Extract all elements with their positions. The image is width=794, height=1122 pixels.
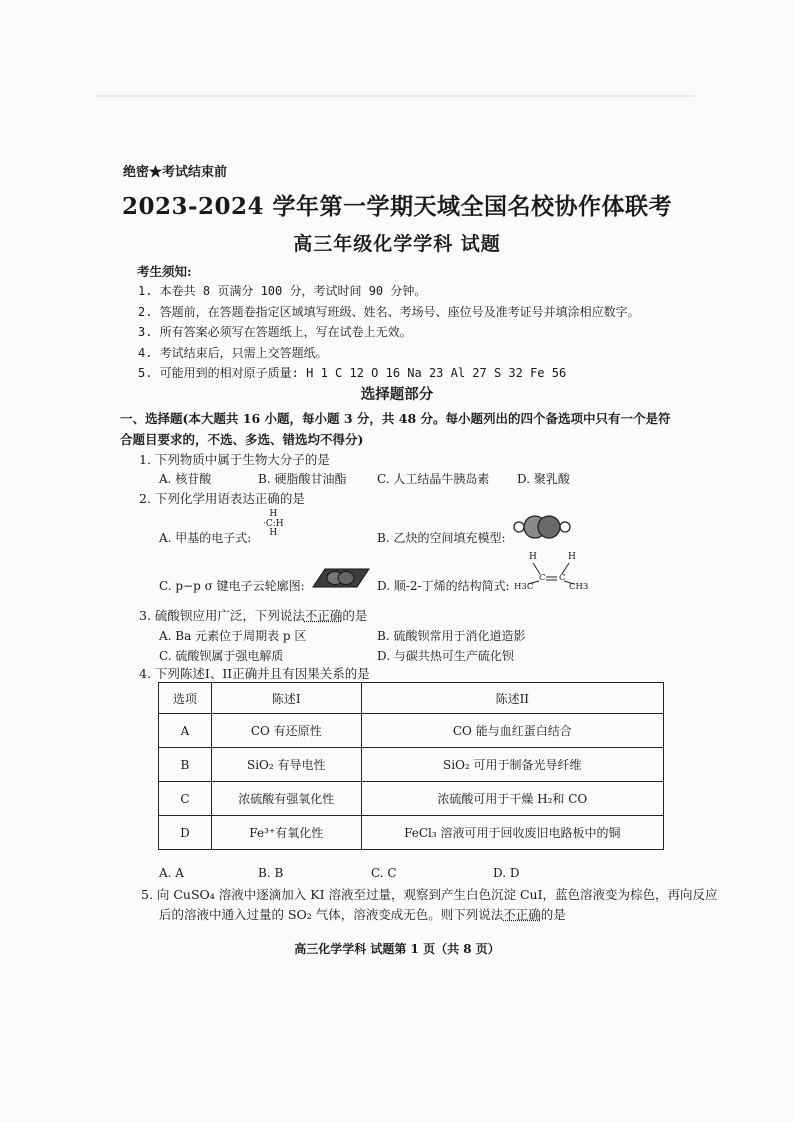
q1-stem: 1. 下列物质中属于生物大分子的是 bbox=[139, 452, 330, 467]
note-item: 3. 所有答案必须写在答题纸上，写在试卷上无效。 bbox=[138, 325, 412, 339]
q2-option-d: D. 顺-2-丁烯的结构简式: bbox=[377, 579, 510, 593]
table-cell: CO 能与血红蛋白结合 bbox=[361, 714, 663, 748]
emphasis-not-correct: 不正确 bbox=[503, 907, 541, 922]
q4-option-b: B. B bbox=[258, 866, 284, 880]
table-header-cell: 陈述II bbox=[361, 683, 663, 714]
q3-option-b: B. 硫酸钡常用于消化道造影 bbox=[377, 629, 526, 643]
note-item: 2. 答题前，在答题卷指定区域填写班级、姓名、考场号、座位号及准考证号并填涂相应数字。 bbox=[138, 304, 640, 319]
notes-list bbox=[138, 281, 640, 384]
page-footer: 高三化学学科 试题第 1 页（共 8 页） bbox=[294, 942, 500, 956]
butene-label-ch3: CH3 bbox=[569, 582, 589, 592]
table-header-row bbox=[159, 683, 664, 714]
table-cell: C bbox=[159, 782, 212, 816]
q4-option-c: C. C bbox=[371, 866, 397, 880]
butene-label-h: H bbox=[529, 552, 537, 562]
q2-option-a: A. 甲基的电子式: bbox=[159, 531, 252, 545]
methyl-electron-formula: H ·C:H H bbox=[263, 509, 284, 538]
table-cell: A bbox=[159, 714, 212, 748]
table-cell: B bbox=[159, 748, 212, 782]
q4-stem: 4. 下列陈述I、II正确并且有因果关系的是 bbox=[139, 666, 370, 681]
butene-label-c: C bbox=[559, 573, 566, 583]
q2-stem: 2. 下列化学用语表达正确的是 bbox=[139, 491, 305, 506]
butene-label-c: C bbox=[539, 573, 546, 583]
q3-option-a: A. Ba 元素位于周期表 p 区 bbox=[159, 629, 307, 643]
butene-label-ch3: H3C bbox=[514, 582, 534, 592]
butene-label-h: H bbox=[568, 552, 576, 562]
q5-stem-line2: 后的溶液中通入过量的 SO₂ 气体，溶液变成无色。则下列说法不正确的是 bbox=[159, 907, 566, 922]
note-item: 4. 考试结束后，只需上交答题纸。 bbox=[138, 345, 328, 360]
q1-option-d: D. 聚乳酸 bbox=[517, 472, 570, 486]
table-cell: 浓硫酸有强氧化性 bbox=[211, 782, 361, 816]
exam-title: 2023-2024 学年第一学期天域全国名校协作体联考 bbox=[121, 193, 673, 220]
emphasis-not-correct: 不正确 bbox=[304, 608, 343, 623]
table-row bbox=[159, 714, 664, 748]
acetylene-spacefill-model bbox=[510, 514, 574, 540]
table-cell: FeCl₃ 溶液可用于回收废旧电路板中的铜 bbox=[361, 816, 663, 850]
q4-option-a: A. A bbox=[159, 866, 184, 880]
p-p-sigma-bond-cloud bbox=[311, 563, 371, 593]
q4-option-d: D. D bbox=[493, 866, 520, 880]
q2-option-c: C. p−p σ 键电子云轮廓图: bbox=[159, 579, 305, 593]
table-cell: SiO₂ 可用于制备光导纤维 bbox=[361, 748, 663, 782]
table-cell: CO 有还原性 bbox=[211, 714, 361, 748]
table-cell: D bbox=[159, 816, 212, 850]
table-row bbox=[159, 816, 664, 850]
section-instruction: 一、选择题(本大题共 16 小题，每小题 3 分，共 48 分。每小题列出的四个备选项中只有一个是符合题目要求的，不选、多选、错选均不得分) bbox=[120, 411, 671, 447]
table-cell: 浓硫酸可用于干燥 H₂和 CO bbox=[361, 782, 663, 816]
notes-title: 考生须知: bbox=[137, 264, 192, 279]
table-cell: Fe³⁺有氧化性 bbox=[211, 816, 361, 850]
q1-option-b: B. 硬脂酸甘油酯 bbox=[258, 472, 347, 486]
table-cell: SiO₂ 有导电性 bbox=[211, 748, 361, 782]
q3-option-d: D. 与碳共热可生产硫化钡 bbox=[377, 649, 514, 663]
q4-statement-table bbox=[158, 682, 664, 850]
section-title: 选择题部分 bbox=[360, 386, 434, 403]
paper-title: 高三年级化学学科 试题 bbox=[293, 233, 501, 255]
table-header-cell: 陈述I bbox=[211, 683, 361, 714]
table-row bbox=[159, 782, 664, 816]
q1-option-c: C. 人工结晶牛胰岛素 bbox=[377, 472, 490, 486]
q5-stem-line1: 5. 向 CuSO₄ 溶液中逐滴加入 KI 溶液至过量，观察到产生白色沉淀 CuI，蓝色溶液变为棕色，再向反应 bbox=[141, 887, 718, 902]
scan-edge bbox=[95, 95, 695, 97]
note-item: 1. 本卷共 8 页满分 100 分，考试时间 90 分钟。 bbox=[138, 284, 427, 298]
table-row bbox=[159, 748, 664, 782]
table-header-cell: 选项 bbox=[159, 683, 212, 714]
note-item: 5. 可能用到的相对原子质量: H 1 C 12 O 16 Na 23 Al 27 S 32 Fe 56 bbox=[138, 366, 567, 380]
q3-stem: 3. 硫酸钡应用广泛，下列说法不正确的是 bbox=[139, 608, 368, 623]
confidential-label: 绝密★考试结束前 bbox=[123, 165, 228, 180]
q1-option-a: A. 核苷酸 bbox=[159, 472, 212, 486]
q3-option-c: C. 硫酸钡属于强电解质 bbox=[159, 649, 284, 663]
q2-option-b: B. 乙炔的空间填充模型: bbox=[377, 531, 506, 545]
